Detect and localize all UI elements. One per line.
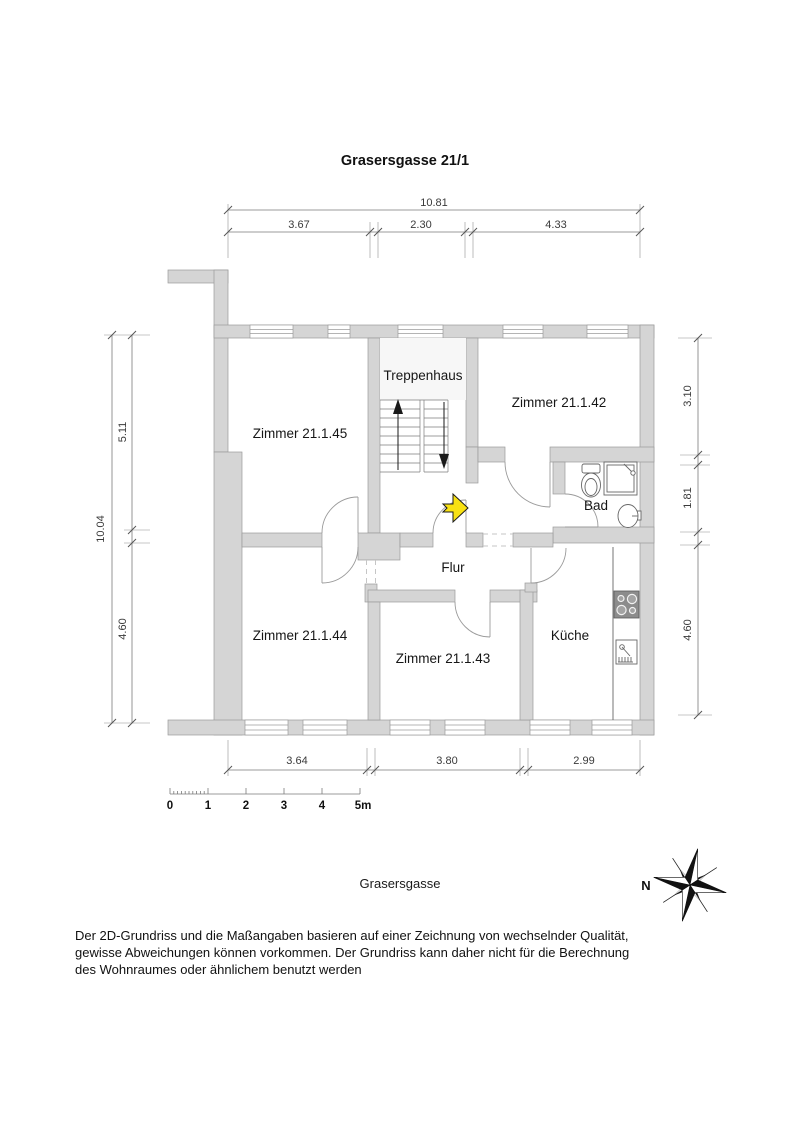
staircase — [380, 338, 466, 472]
wall-flur-jog — [358, 533, 400, 560]
disclaimer — [75, 928, 629, 977]
dim-right-seg-1: 3.10 — [682, 385, 694, 407]
opening-flur-left — [367, 560, 376, 586]
wall-stairs-z42 — [466, 338, 478, 447]
sink-icon — [618, 505, 641, 528]
wall-corridor-lower — [466, 533, 483, 547]
window-bottom-4 — [445, 720, 485, 735]
scale-bar-minor-ticks — [174, 791, 204, 794]
dimension-left — [95, 331, 150, 727]
stair-arrow-down-icon — [439, 454, 449, 469]
wall-bad-bottom — [553, 527, 654, 543]
disclaimer-line-1: Der 2D-Grundriss und die Maßangaben basieren auf einer Zeichnung von wechselnder Qualität, — [75, 928, 629, 943]
left-wall-upper — [214, 270, 228, 452]
scale-label-2: 2 — [242, 800, 250, 812]
disclaimer-line-3: des Wohnraumes oder ähnlichem benutzt werden — [75, 962, 362, 977]
wall-landing-bottom — [400, 533, 433, 547]
door-zimmer-42 — [505, 462, 550, 507]
wall-z45-stairs — [368, 338, 380, 533]
room-label-zimmer-42: Zimmer 21.1.42 — [511, 395, 607, 410]
dim-right-seg-2: 1.81 — [682, 487, 694, 509]
window-top-5 — [587, 325, 628, 338]
dimension-bottom — [224, 740, 644, 776]
dimension-top — [224, 197, 644, 258]
room-label-zimmer-44: Zimmer 21.1.44 — [252, 628, 348, 643]
wall-z43-kueche — [520, 590, 533, 720]
wall-z42-bottom-right — [550, 447, 654, 462]
window-bottom-5 — [530, 720, 570, 735]
scale-label-1: 1 — [204, 800, 212, 812]
window-top-4 — [503, 325, 543, 338]
left-wall-lower — [214, 452, 242, 735]
dim-bottom-seg-3: 2.99 — [573, 755, 595, 767]
dim-bottom-seg-2: 3.80 — [436, 755, 458, 767]
wall-corridor-upper — [466, 447, 478, 483]
window-bottom-1 — [245, 720, 288, 735]
door-zimmer-45 — [322, 497, 358, 533]
room-label-bad: Bad — [583, 498, 609, 513]
dim-left-seg-1: 5.11 — [117, 421, 129, 443]
dim-right-seg-3: 4.60 — [682, 619, 694, 641]
window-top-1 — [250, 325, 293, 338]
room-label-zimmer-43: Zimmer 21.1.43 — [395, 651, 491, 666]
dim-top-total: 10.81 — [420, 197, 448, 209]
toilet-icon — [582, 464, 601, 497]
scale-label-3: 3 — [280, 800, 288, 812]
stove-icon — [614, 591, 639, 618]
plan-title: Grasersgasse 21/1 — [340, 153, 470, 169]
dimension-right — [678, 334, 712, 719]
wall-z45-bottom — [242, 533, 322, 547]
door-zimmer-44 — [322, 547, 358, 583]
wall-flur-bottom-left — [368, 590, 455, 602]
window-top-3 — [398, 325, 443, 338]
scale-label-0: 0 — [166, 800, 174, 812]
room-label-zimmer-45: Zimmer 21.1.45 — [252, 426, 348, 441]
wall-flur-top-right — [513, 533, 553, 547]
dim-top-seg-1: 3.67 — [288, 219, 310, 231]
stair-arrow-up-icon — [393, 399, 403, 414]
opening-flur-corridor — [483, 534, 513, 546]
scale-label-5m: 5m — [354, 800, 372, 812]
room-label-kueche: Küche — [550, 628, 590, 643]
wall-bad-left-upper — [553, 462, 565, 494]
scale-bar — [167, 788, 372, 812]
kueche-fixtures — [613, 547, 639, 720]
door-zimmer-43 — [455, 602, 490, 637]
dim-top-seg-3: 4.33 — [545, 219, 567, 231]
north-compass-icon — [641, 841, 734, 929]
scale-label-4: 4 — [318, 800, 326, 812]
dim-bottom-seg-1: 3.64 — [286, 755, 308, 767]
north-label: N — [641, 878, 651, 893]
door-kueche — [531, 548, 566, 583]
window-top-2 — [328, 325, 350, 338]
wall-z42-bottom-left — [478, 447, 505, 462]
entrance-arrow-icon — [443, 494, 468, 522]
window-bottom-3 — [390, 720, 430, 735]
dim-left-seg-2: 4.60 — [117, 618, 129, 640]
window-bottom-6 — [592, 720, 632, 735]
window-bottom-2 — [303, 720, 347, 735]
wall-flur-kueche-stub — [525, 583, 537, 592]
kitchen-sink-icon — [616, 640, 637, 664]
room-label-treppenhaus: Treppenhaus — [383, 368, 463, 383]
street-label: Grasersgasse — [359, 876, 441, 891]
wall-z44-z43 — [368, 602, 380, 720]
dim-left-total: 10.04 — [95, 515, 107, 543]
shower-icon — [604, 462, 637, 495]
bad-fixtures — [582, 462, 642, 528]
room-label-flur: Flur — [441, 560, 465, 575]
disclaimer-line-2: gewisse Abweichungen können vorkommen. Der Grundriss kann daher nicht für die Berechnung — [75, 945, 630, 960]
dim-top-seg-2: 2.30 — [410, 219, 432, 231]
